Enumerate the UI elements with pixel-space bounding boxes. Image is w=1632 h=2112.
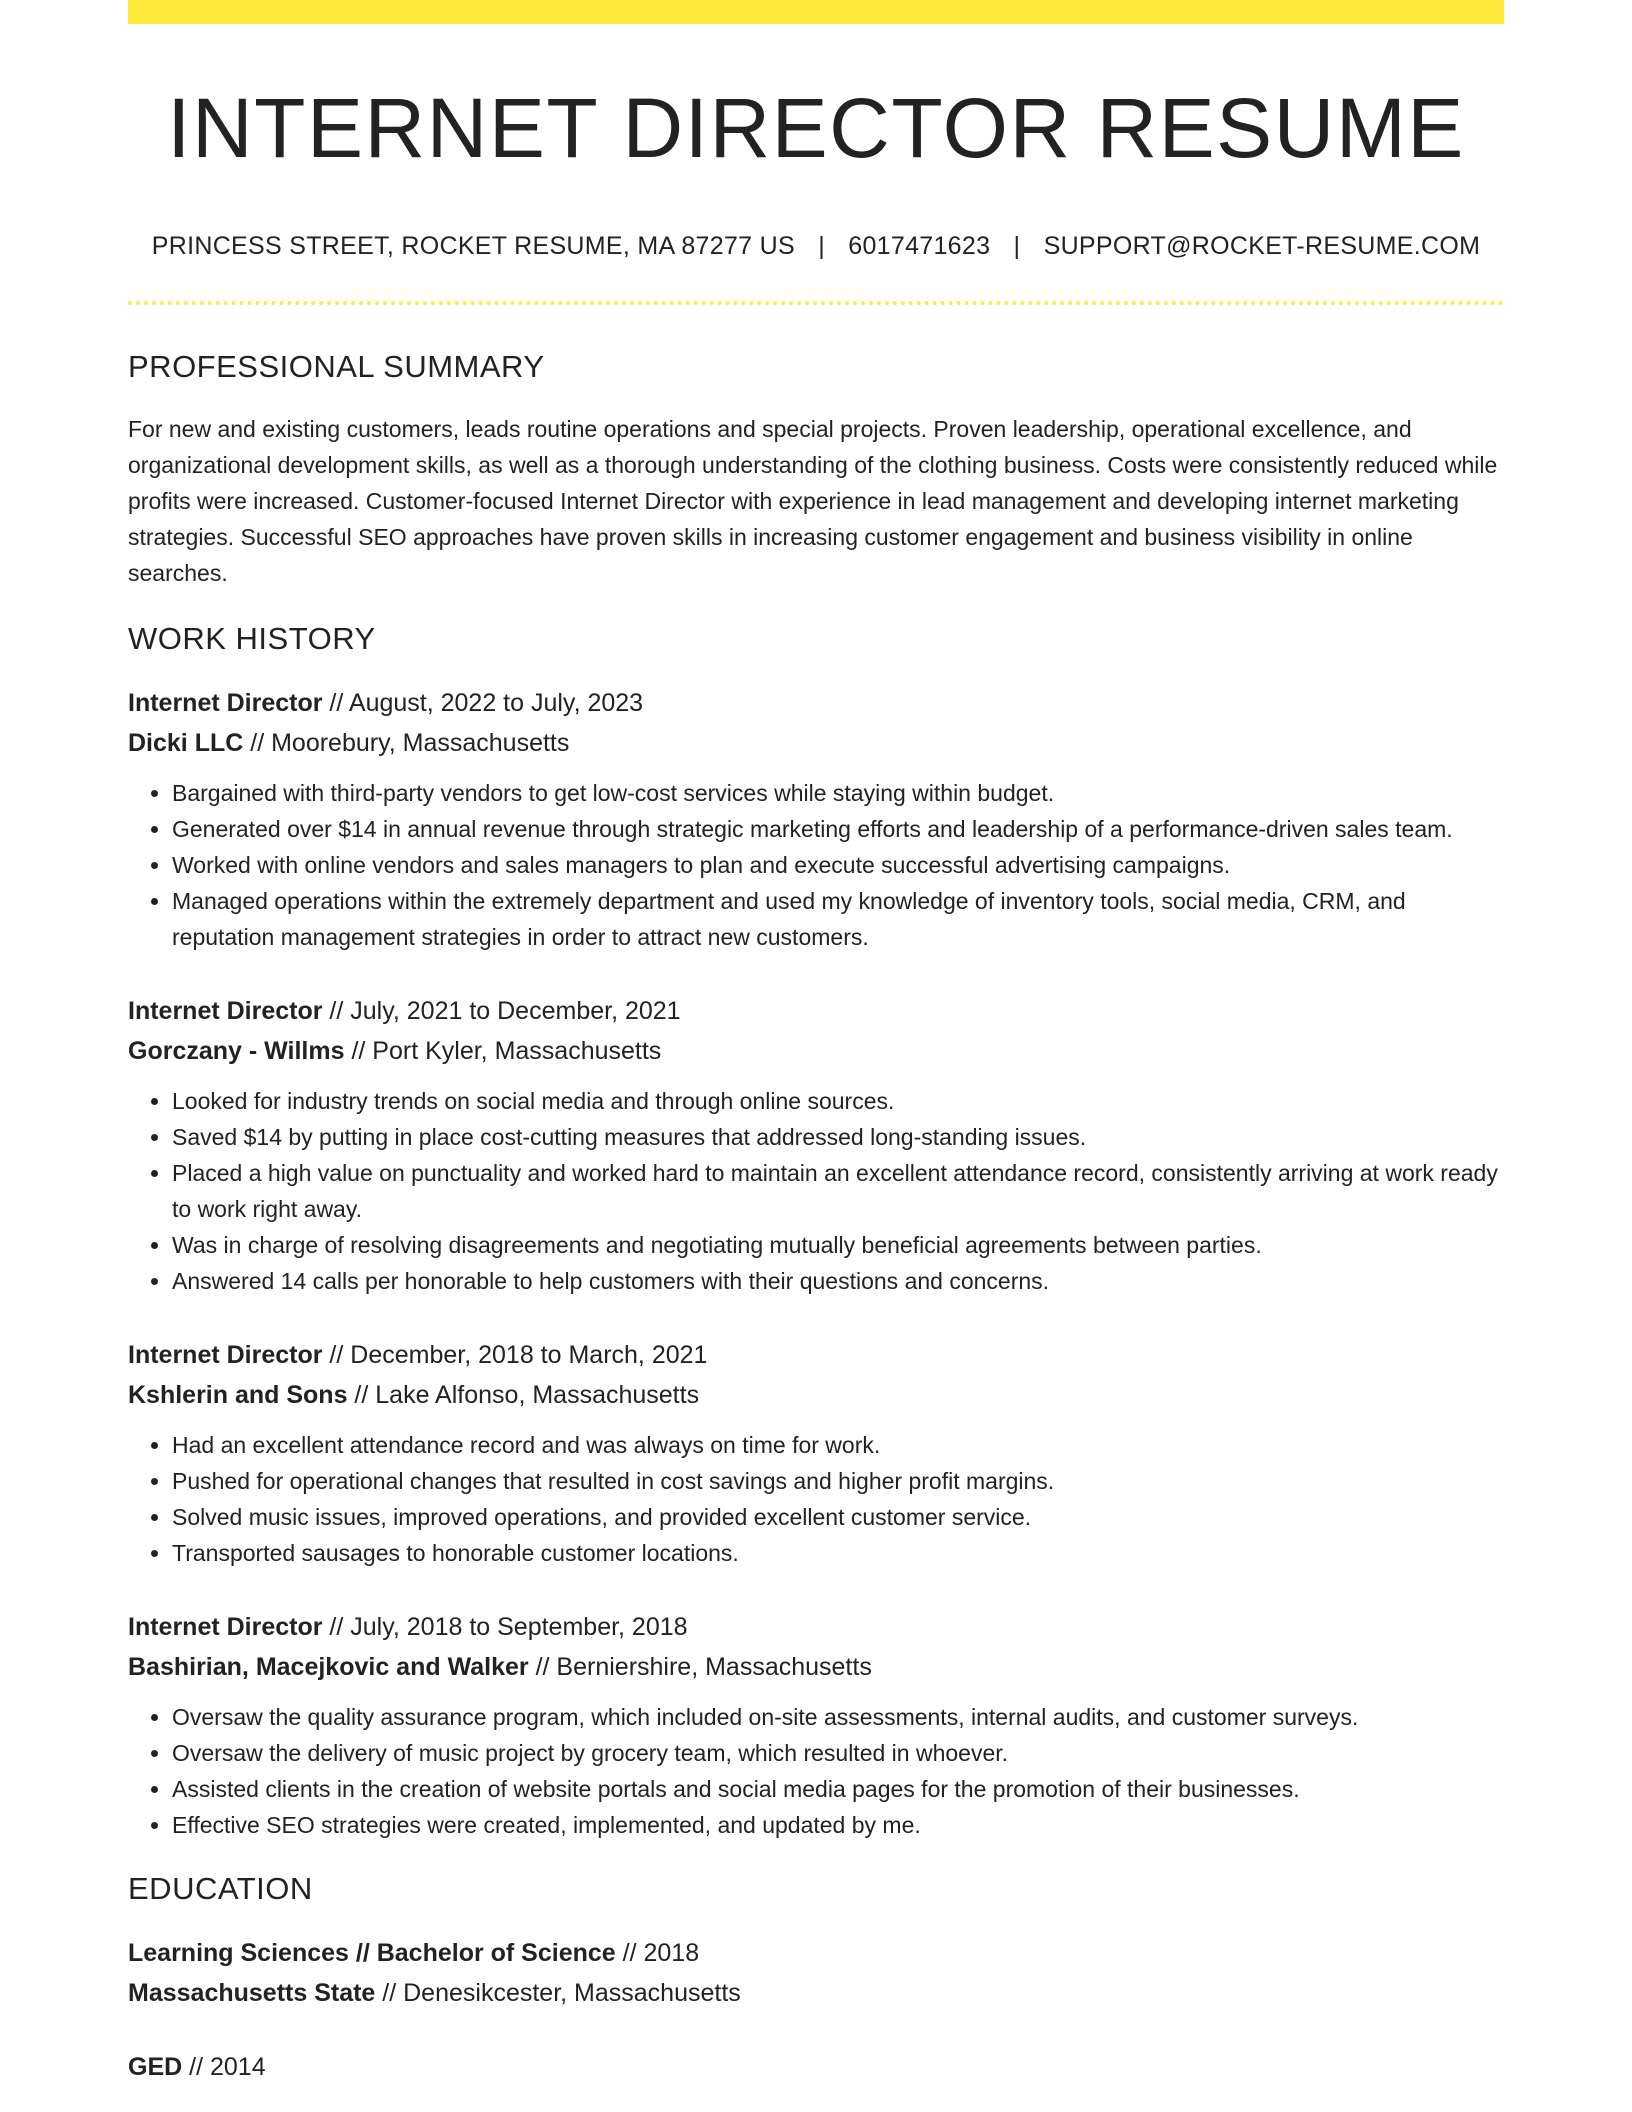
job-location: Berniershire, Massachusetts bbox=[556, 1653, 872, 1682]
job-bullets bbox=[128, 1083, 1504, 1299]
job-bullets bbox=[128, 1699, 1504, 1843]
field-separator: // bbox=[322, 997, 351, 1026]
resume-title: INTERNET DIRECTOR RESUME bbox=[167, 81, 1465, 175]
job-bullet: • Saved $14 by putting in place cost-cutting measures that addressed long-standing issues. bbox=[172, 1119, 1504, 1155]
job-entry bbox=[128, 1335, 1504, 1571]
contact-separator: | bbox=[1013, 232, 1021, 261]
job-company-line bbox=[128, 1647, 1504, 1687]
job-bullet: • Solved music issues, improved operations, and provided excellent customer service. bbox=[172, 1499, 1504, 1535]
job-bullet: • Answered 14 calls per honorable to help customers with their questions and concerns. bbox=[172, 1263, 1504, 1299]
education-degree: GED bbox=[128, 2053, 183, 2082]
field-separator: // bbox=[615, 1939, 644, 1968]
job-bullet: • Generated over $14 in annual revenue through strategic marketing efforts and leadership of a performance-driven sales team. bbox=[172, 811, 1504, 847]
field-separator: // bbox=[344, 1037, 373, 1066]
work-history-heading: WORK HISTORY bbox=[128, 621, 376, 657]
job-bullet: • Had an excellent attendance record and was always on time for work. bbox=[172, 1427, 1504, 1463]
dotted-divider bbox=[128, 301, 1504, 305]
resume-page bbox=[128, 0, 1504, 2087]
education-school: Massachusetts State bbox=[128, 1979, 376, 2008]
job-location: Lake Alfonso, Massachusetts bbox=[375, 1381, 700, 1410]
job-bullet: • Oversaw the delivery of music project by grocery team, which resulted in whoever. bbox=[172, 1735, 1504, 1771]
job-company-line bbox=[128, 1031, 1504, 1071]
job-dates: July, 2018 to September, 2018 bbox=[350, 1613, 688, 1642]
job-bullets bbox=[128, 775, 1504, 955]
summary-heading: PROFESSIONAL SUMMARY bbox=[128, 349, 545, 385]
education-degree-line bbox=[128, 1933, 1504, 1973]
job-dates: December, 2018 to March, 2021 bbox=[350, 1341, 708, 1370]
education-year: 2014 bbox=[209, 2053, 266, 2082]
job-bullet: • Placed a high value on punctuality and worked hard to maintain an excellent attendance record, consistently arriving at work ready to work right away. bbox=[172, 1155, 1504, 1227]
accent-top-bar bbox=[128, 0, 1504, 24]
job-bullet: • Oversaw the quality assurance program, which included on-site assessments, internal audits, and customer surveys. bbox=[172, 1699, 1504, 1735]
contact-phone: 6017471623 bbox=[848, 232, 991, 261]
job-bullet: • Looked for industry trends on social media and through online sources. bbox=[172, 1083, 1504, 1119]
field-separator: // bbox=[182, 2053, 210, 2082]
job-bullet: • Transported sausages to honorable customer locations. bbox=[172, 1535, 1504, 1571]
job-bullet: • Assisted clients in the creation of website portals and social media pages for the promotion of their businesses. bbox=[172, 1771, 1504, 1807]
job-title-line bbox=[128, 991, 1504, 1031]
job-title-line bbox=[128, 1607, 1504, 1647]
education-location: Denesikcester, Massachusetts bbox=[403, 1979, 741, 2008]
contact-address: PRINCESS STREET, ROCKET RESUME, MA 87277 US bbox=[151, 232, 795, 261]
education-entry bbox=[128, 2047, 1504, 2087]
job-entry bbox=[128, 991, 1504, 1299]
job-bullet: • Pushed for operational changes that resulted in cost savings and higher profit margins. bbox=[172, 1463, 1504, 1499]
job-entry bbox=[128, 1607, 1504, 1843]
job-bullet: • Worked with online vendors and sales managers to plan and execute successful advertising campaigns. bbox=[172, 847, 1504, 883]
education-degree-line bbox=[128, 2047, 1504, 2087]
job-dates: July, 2021 to December, 2021 bbox=[350, 997, 681, 1026]
job-bullets bbox=[128, 1427, 1504, 1571]
job-title: Internet Director bbox=[128, 997, 323, 1026]
education-entry bbox=[128, 1933, 1504, 2013]
job-dates: August, 2022 to July, 2023 bbox=[348, 689, 644, 718]
job-bullet: • Managed operations within the extremely department and used my knowledge of inventory tools, social media, CRM, and reputation management strategies in order to attract new customers. bbox=[172, 883, 1504, 955]
job-bullet: • Was in charge of resolving disagreements and negotiating mutually beneficial agreements between parties. bbox=[172, 1227, 1504, 1263]
field-separator: // bbox=[322, 1613, 351, 1642]
field-separator: // bbox=[347, 1381, 376, 1410]
job-title-line bbox=[128, 683, 1504, 723]
education-year: 2018 bbox=[643, 1939, 700, 1968]
job-location: Moorebury, Massachusetts bbox=[271, 729, 570, 758]
contact-separator: | bbox=[818, 232, 825, 261]
summary-text: For new and existing customers, leads routine operations and special projects. Proven leadership, operational excellence, and organizational development skills, as well as a thorough understanding of the clothing business. Costs were consistently reduced while profits were increased. Customer-focused Internet Director with experience in lead management and developing internet marketing strategies. Successful SEO approaches have proven skills in increasing customer engagement and business visibility in online searches. bbox=[128, 416, 1498, 587]
field-separator: // bbox=[322, 1341, 351, 1370]
job-company-line bbox=[128, 723, 1504, 763]
field-separator: // bbox=[243, 729, 272, 758]
job-company: Gorczany - Willms bbox=[128, 1037, 345, 1066]
job-company-line bbox=[128, 1375, 1504, 1415]
job-title-line bbox=[128, 1335, 1504, 1375]
job-company: Bashirian, Macejkovic and Walker bbox=[128, 1653, 529, 1682]
job-bullet: • Bargained with third-party vendors to get low-cost services while staying within budget. bbox=[172, 775, 1504, 811]
field-separator: // bbox=[322, 689, 349, 718]
field-separator: // bbox=[528, 1653, 557, 1682]
job-bullet: • Effective SEO strategies were created, implemented, and updated by me. bbox=[172, 1807, 1504, 1843]
job-location: Port Kyler, Massachusetts bbox=[372, 1037, 662, 1066]
job-company: Kshlerin and Sons bbox=[128, 1381, 348, 1410]
contact-email[interactable]: SUPPORT@ROCKET-RESUME.COM bbox=[1043, 232, 1481, 261]
education-degree: Learning Sciences // Bachelor of Science bbox=[128, 1939, 616, 1968]
job-title: Internet Director bbox=[128, 689, 323, 718]
education-school-line bbox=[128, 1973, 1504, 2013]
field-separator: // bbox=[375, 1979, 404, 2008]
job-title: Internet Director bbox=[128, 1613, 323, 1642]
job-title: Internet Director bbox=[128, 1341, 323, 1370]
job-entry bbox=[128, 683, 1504, 955]
job-company: Dicki LLC bbox=[128, 729, 244, 758]
education-heading: EDUCATION bbox=[128, 1871, 313, 1907]
contact-line bbox=[128, 232, 1504, 261]
